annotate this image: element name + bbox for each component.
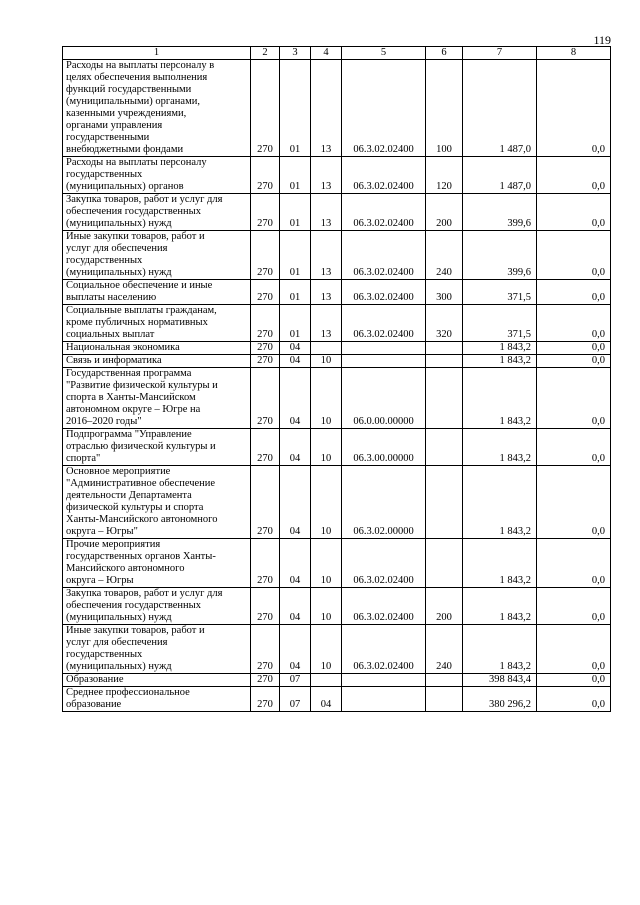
row-description: Подпрограмма "Управление отраслью физической культуры и спорта" [63, 429, 251, 466]
table-cell: 270 [251, 231, 280, 280]
table-row [63, 466, 611, 539]
table-cell: 270 [251, 588, 280, 625]
table-row [63, 305, 611, 342]
table-row [63, 625, 611, 674]
table-cell: 1 843,2 [463, 539, 537, 588]
table-cell: 06.3.02.02400 [342, 588, 426, 625]
table-cell: 10 [311, 466, 342, 539]
table-cell: 01 [280, 280, 311, 305]
table-cell: 13 [311, 305, 342, 342]
table-cell: 0,0 [537, 157, 611, 194]
table-cell: 13 [311, 60, 342, 157]
table-cell: 06.3.02.02400 [342, 625, 426, 674]
table-cell: 399,6 [463, 231, 537, 280]
table-cell: 0,0 [537, 60, 611, 157]
table-cell: 04 [311, 687, 342, 712]
table-cell: 0,0 [537, 625, 611, 674]
table-cell: 0,0 [537, 342, 611, 355]
row-description: Иные закупки товаров, работ и услуг для обеспечения государственных (муниципальных) нужд [63, 231, 251, 280]
table-row [63, 674, 611, 687]
table-body [63, 60, 611, 712]
table-cell: 0,0 [537, 429, 611, 466]
table-cell: 371,5 [463, 305, 537, 342]
table-cell: 0,0 [537, 368, 611, 429]
table-cell: 10 [311, 539, 342, 588]
table-cell: 0,0 [537, 466, 611, 539]
table-cell: 0,0 [537, 194, 611, 231]
table-cell [426, 429, 463, 466]
table-cell: 1 843,2 [463, 368, 537, 429]
table-cell: 06.0.00.00000 [342, 368, 426, 429]
table-cell: 320 [426, 305, 463, 342]
table-cell: 300 [426, 280, 463, 305]
table-cell: 01 [280, 157, 311, 194]
row-description: Расходы на выплаты персоналу государственных (муниципальных) органов [63, 157, 251, 194]
header-cell: 2 [251, 47, 280, 60]
table-cell: 1 487,0 [463, 157, 537, 194]
row-description: Связь и информатика [63, 355, 251, 368]
row-description: Закупка товаров, работ и услуг для обеспечения государственных (муниципальных) нужд [63, 194, 251, 231]
table-cell: 04 [280, 588, 311, 625]
table-cell: 04 [280, 539, 311, 588]
table-cell: 270 [251, 342, 280, 355]
table-cell [426, 539, 463, 588]
table-row [63, 157, 611, 194]
header-cell: 7 [463, 47, 537, 60]
table-cell: 07 [280, 687, 311, 712]
table-row [63, 539, 611, 588]
table-cell: 07 [280, 674, 311, 687]
table-cell: 06.3.00.00000 [342, 429, 426, 466]
row-description: Государственная программа "Развитие физической культуры и спорта в Ханты-Мансийском автономном округе – Югре на 2016–2020 годы" [63, 368, 251, 429]
table-cell [311, 674, 342, 687]
table-cell: 10 [311, 368, 342, 429]
table-cell: 270 [251, 305, 280, 342]
table-cell: 0,0 [537, 305, 611, 342]
header-cell: 4 [311, 47, 342, 60]
header-cell: 3 [280, 47, 311, 60]
table-cell [342, 674, 426, 687]
table-cell: 13 [311, 280, 342, 305]
row-description: Социальные выплаты гражданам, кроме публичных нормативных социальных выплат [63, 305, 251, 342]
table-cell: 01 [280, 231, 311, 280]
table-row [63, 280, 611, 305]
table-cell: 270 [251, 280, 280, 305]
table-cell [426, 355, 463, 368]
table-cell: 0,0 [537, 280, 611, 305]
table-cell: 13 [311, 231, 342, 280]
table-row [63, 588, 611, 625]
table-cell: 270 [251, 355, 280, 368]
table-cell: 04 [280, 355, 311, 368]
table-cell: 04 [280, 466, 311, 539]
row-description: Иные закупки товаров, работ и услуг для обеспечения государственных (муниципальных) нужд [63, 625, 251, 674]
table-cell: 399,6 [463, 194, 537, 231]
table-cell: 13 [311, 194, 342, 231]
table-row [63, 687, 611, 712]
table-cell: 371,5 [463, 280, 537, 305]
table-cell: 06.3.02.02400 [342, 231, 426, 280]
table-cell: 1 843,2 [463, 342, 537, 355]
table-cell: 270 [251, 625, 280, 674]
table-cell: 06.3.02.02400 [342, 157, 426, 194]
table-cell: 10 [311, 625, 342, 674]
table-cell: 0,0 [537, 355, 611, 368]
table-cell: 240 [426, 231, 463, 280]
row-description: Закупка товаров, работ и услуг для обеспечения государственных (муниципальных) нужд [63, 588, 251, 625]
table-cell: 0,0 [537, 588, 611, 625]
table-cell: 270 [251, 429, 280, 466]
row-description: Социальное обеспечение и иные выплаты населению [63, 280, 251, 305]
table-cell: 270 [251, 687, 280, 712]
table-cell [426, 674, 463, 687]
table-cell: 270 [251, 157, 280, 194]
table-cell: 01 [280, 305, 311, 342]
table-cell: 1 843,2 [463, 625, 537, 674]
header-cell: 1 [63, 47, 251, 60]
row-description: Национальная экономика [63, 342, 251, 355]
table-cell: 04 [280, 368, 311, 429]
table-cell: 270 [251, 60, 280, 157]
table-cell: 270 [251, 194, 280, 231]
row-description: Образование [63, 674, 251, 687]
table-cell [426, 368, 463, 429]
table-cell: 380 296,2 [463, 687, 537, 712]
table-cell [426, 687, 463, 712]
table-cell: 0,0 [537, 687, 611, 712]
table-cell [342, 355, 426, 368]
table-cell: 200 [426, 194, 463, 231]
table-cell: 13 [311, 157, 342, 194]
table-cell: 01 [280, 194, 311, 231]
header-cell: 6 [426, 47, 463, 60]
table-cell: 06.3.02.02400 [342, 305, 426, 342]
table-cell: 200 [426, 588, 463, 625]
table-cell: 1 487,0 [463, 60, 537, 157]
table-cell: 0,0 [537, 539, 611, 588]
table-cell: 240 [426, 625, 463, 674]
table-row [63, 429, 611, 466]
table-cell [342, 687, 426, 712]
header-cell: 8 [537, 47, 611, 60]
row-description: Среднее профессиональное образование [63, 687, 251, 712]
table-cell: 270 [251, 368, 280, 429]
table-cell [426, 342, 463, 355]
table-cell [426, 466, 463, 539]
table-cell: 1 843,2 [463, 355, 537, 368]
table-cell: 1 843,2 [463, 466, 537, 539]
table-cell: 100 [426, 60, 463, 157]
table-cell: 04 [280, 342, 311, 355]
table-row [63, 355, 611, 368]
row-description: Прочие мероприятия государственных органов Ханты- Мансийского автономного округа – Югры [63, 539, 251, 588]
table-cell: 1 843,2 [463, 588, 537, 625]
table-cell: 270 [251, 466, 280, 539]
table-cell [311, 342, 342, 355]
table-row [63, 368, 611, 429]
table-cell: 270 [251, 674, 280, 687]
table-cell: 10 [311, 588, 342, 625]
table-cell: 06.3.02.02400 [342, 194, 426, 231]
table-cell: 120 [426, 157, 463, 194]
table-cell: 04 [280, 625, 311, 674]
table-cell [342, 342, 426, 355]
table-cell: 0,0 [537, 674, 611, 687]
table-cell: 06.3.02.00000 [342, 466, 426, 539]
table-cell: 0,0 [537, 231, 611, 280]
page-number: 119 [593, 33, 611, 47]
table-cell: 1 843,2 [463, 429, 537, 466]
table-row [63, 342, 611, 355]
table-cell: 398 843,4 [463, 674, 537, 687]
table-cell: 06.3.02.02400 [342, 280, 426, 305]
table-header-row [63, 47, 611, 60]
table-row [63, 231, 611, 280]
header-cell: 5 [342, 47, 426, 60]
table-cell: 06.3.02.02400 [342, 60, 426, 157]
table-cell: 01 [280, 60, 311, 157]
table-cell: 04 [280, 429, 311, 466]
table-cell: 06.3.02.02400 [342, 539, 426, 588]
budget-table [62, 46, 611, 712]
row-description: Основное мероприятие "Административное обеспечение деятельности Департамента физической культуры и спорта Ханты-Мансийского автономного округа – Югры" [63, 466, 251, 539]
table-row [63, 60, 611, 157]
table-row [63, 194, 611, 231]
table-cell: 270 [251, 539, 280, 588]
table-cell: 10 [311, 429, 342, 466]
table-cell: 10 [311, 355, 342, 368]
row-description: Расходы на выплаты персоналу в целях обеспечения выполнения функций государственными (муниципальными) органами, казенными учреждениями, органами управления государственными внебюджетными фондами [63, 60, 251, 157]
